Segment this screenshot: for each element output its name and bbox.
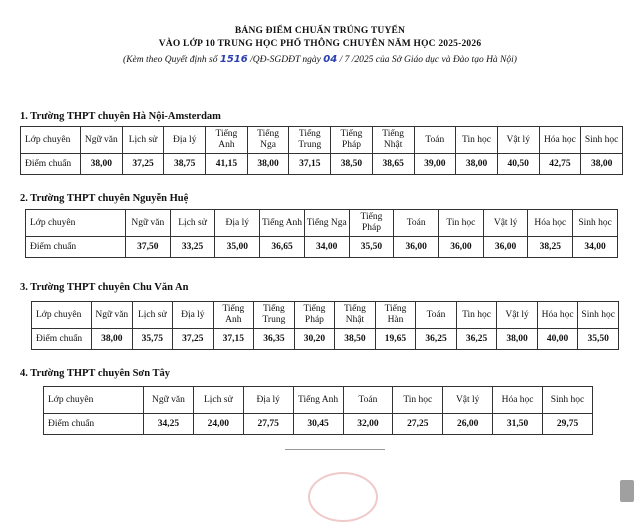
subject-header: Lịch sử <box>132 302 173 329</box>
score-cell: 38,50 <box>331 154 373 175</box>
score-cell: 37,25 <box>122 154 164 175</box>
row-label-class: Lớp chuyên <box>32 302 92 329</box>
score-cell: 38,75 <box>164 154 206 175</box>
score-cell: 32,00 <box>343 414 393 435</box>
score-cell: 35,00 <box>215 237 260 258</box>
subject-header: Ngữ văn <box>92 302 133 329</box>
subject-header: Sinh học <box>578 302 619 329</box>
subject-header: Tiếng Pháp <box>349 210 394 237</box>
score-cell: 27,75 <box>243 414 293 435</box>
score-cell: 37,50 <box>126 237 171 258</box>
section-title-2: 2. Trường THPT chuyên Nguyễn Huệ <box>20 193 189 204</box>
scan-artifact <box>620 480 634 502</box>
header-row <box>32 302 619 329</box>
header-row <box>44 387 593 414</box>
subject-header: Hóa học <box>493 387 543 414</box>
score-cell: 35,75 <box>132 329 173 350</box>
subject-header: Sinh học <box>573 210 618 237</box>
score-cell: 36,25 <box>416 329 457 350</box>
subject-header: Toán <box>414 127 456 154</box>
subject-header: Toán <box>394 210 439 237</box>
subject-header: Vật lý <box>497 127 539 154</box>
subtitle-part-a: (Kèm theo Quyết định số <box>123 55 220 65</box>
subject-header: Sinh học <box>543 387 593 414</box>
score-table-4 <box>43 386 593 435</box>
score-row <box>44 414 593 435</box>
subject-header: Vật lý <box>497 302 538 329</box>
score-cell: 38,00 <box>456 154 498 175</box>
header-row <box>21 127 623 154</box>
score-table-3 <box>31 301 619 350</box>
header-row <box>26 210 618 237</box>
score-cell: 29,75 <box>543 414 593 435</box>
subject-header: Tin học <box>456 302 497 329</box>
section-title-3: 3. Trường THPT chuyên Chu Văn An <box>20 282 189 293</box>
score-row <box>21 154 623 175</box>
row-label-class: Lớp chuyên <box>21 127 81 154</box>
score-cell: 37,15 <box>213 329 254 350</box>
doc-title-line2: VÀO LỚP 10 TRUNG HỌC PHỔ THÔNG CHUYÊN NĂM HỌC 2025-2026 <box>158 39 482 49</box>
score-row <box>32 329 619 350</box>
subject-header: Tiếng Nga <box>304 210 349 237</box>
score-cell: 38,00 <box>581 154 623 175</box>
row-label-score: Điểm chuẩn <box>21 154 81 175</box>
subject-header: Hóa học <box>537 302 578 329</box>
doc-title-line1: BẢNG ĐIỂM CHUẨN TRÚNG TUYỂN <box>234 26 406 36</box>
subject-header: Lịch sử <box>122 127 164 154</box>
score-cell: 34,00 <box>573 237 618 258</box>
score-cell: 38,00 <box>92 329 133 350</box>
subject-header: Tin học <box>439 210 484 237</box>
subject-header: Tiếng Anh <box>260 210 305 237</box>
subject-header: Lịch sử <box>170 210 215 237</box>
score-cell: 38,00 <box>497 329 538 350</box>
subject-header: Địa lý <box>164 127 206 154</box>
official-seal-stamp <box>308 472 378 522</box>
score-cell: 36,35 <box>254 329 295 350</box>
subject-header: Vật lý <box>443 387 493 414</box>
score-cell: 33,25 <box>170 237 215 258</box>
score-cell: 35,50 <box>349 237 394 258</box>
row-label-score: Điểm chuẩn <box>32 329 92 350</box>
score-cell: 41,15 <box>206 154 248 175</box>
score-cell: 27,25 <box>393 414 443 435</box>
subject-header: Hóa học <box>528 210 573 237</box>
score-cell: 38,00 <box>81 154 123 175</box>
score-cell: 31,50 <box>493 414 543 435</box>
score-cell: 36,00 <box>483 237 528 258</box>
score-table-2 <box>25 209 618 258</box>
subject-header: Ngữ văn <box>126 210 171 237</box>
score-cell: 34,00 <box>304 237 349 258</box>
score-cell: 39,00 <box>414 154 456 175</box>
doc-subtitle <box>0 53 640 67</box>
score-cell: 37,25 <box>173 329 214 350</box>
subject-header: Địa lý <box>173 302 214 329</box>
subject-header: Ngữ văn <box>144 387 194 414</box>
subtitle-part-c: / 7 /2025 của Sở Giáo dục và Đào tạo Hà Nội) <box>337 55 517 65</box>
subject-header: Tiếng Pháp <box>331 127 373 154</box>
score-cell: 24,00 <box>193 414 243 435</box>
score-cell: 30,20 <box>294 329 335 350</box>
signature-line <box>285 449 385 450</box>
subject-header: Tiếng Trung <box>254 302 295 329</box>
score-cell: 35,50 <box>578 329 619 350</box>
subject-header: Tiếng Nhật <box>372 127 414 154</box>
subject-header: Tiếng Nga <box>247 127 289 154</box>
subject-header: Lịch sử <box>193 387 243 414</box>
score-table-1 <box>20 126 623 175</box>
decision-number: 1516 <box>219 54 248 65</box>
row-label-class: Lớp chuyên <box>26 210 126 237</box>
score-cell: 19,65 <box>375 329 416 350</box>
subject-header: Tiếng Anh <box>206 127 248 154</box>
subject-header: Tiếng Trung <box>289 127 331 154</box>
score-cell: 42,75 <box>539 154 581 175</box>
subject-header: Sinh học <box>581 127 623 154</box>
subject-header: Tiếng Anh <box>293 387 343 414</box>
score-cell: 38,50 <box>335 329 376 350</box>
subject-header: Địa lý <box>243 387 293 414</box>
subject-header: Ngữ văn <box>81 127 123 154</box>
subject-header: Tiếng Hàn <box>375 302 416 329</box>
score-cell: 36,00 <box>394 237 439 258</box>
subject-header: Vật lý <box>483 210 528 237</box>
subject-header: Tin học <box>456 127 498 154</box>
score-cell: 34,25 <box>144 414 194 435</box>
subject-header: Tiếng Anh <box>213 302 254 329</box>
row-label-class: Lớp chuyên <box>44 387 144 414</box>
score-cell: 36,65 <box>260 237 305 258</box>
subject-header: Hóa học <box>539 127 581 154</box>
section-title-1: 1. Trường THPT chuyên Hà Nội-Amsterdam <box>20 111 221 122</box>
subject-header: Toán <box>416 302 457 329</box>
score-row <box>26 237 618 258</box>
score-cell: 38,65 <box>372 154 414 175</box>
score-cell: 40,00 <box>537 329 578 350</box>
score-cell: 37,15 <box>289 154 331 175</box>
score-cell: 26,00 <box>443 414 493 435</box>
score-cell: 36,25 <box>456 329 497 350</box>
decision-day: 04 <box>323 54 338 65</box>
row-label-score: Điểm chuẩn <box>44 414 144 435</box>
subject-header: Tin học <box>393 387 443 414</box>
score-cell: 38,00 <box>247 154 289 175</box>
subject-header: Địa lý <box>215 210 260 237</box>
score-cell: 36,00 <box>439 237 484 258</box>
subtitle-part-b: /QĐ-SGDĐT ngày <box>247 55 324 65</box>
subject-header: Toán <box>343 387 393 414</box>
subject-header: Tiếng Pháp <box>294 302 335 329</box>
row-label-score: Điểm chuẩn <box>26 237 126 258</box>
score-cell: 40,50 <box>497 154 539 175</box>
subject-header: Tiếng Nhật <box>335 302 376 329</box>
section-title-4: 4. Trường THPT chuyên Sơn Tây <box>20 368 171 379</box>
score-cell: 38,25 <box>528 237 573 258</box>
score-cell: 30,45 <box>293 414 343 435</box>
